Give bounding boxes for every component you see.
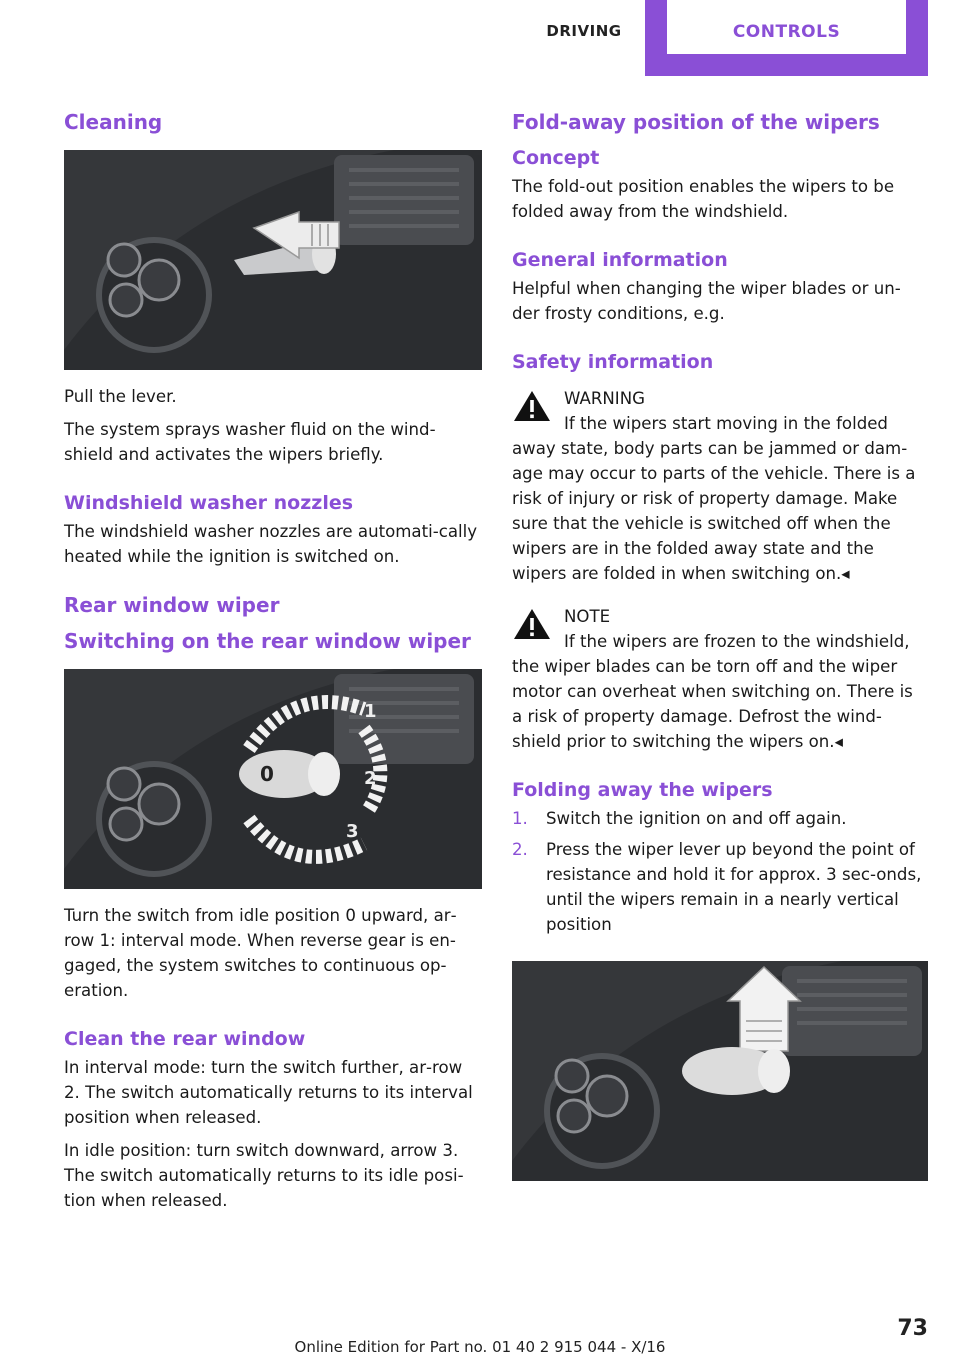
warning-text-rest: away state, body parts can be jammed or dam‐age may occur to parts of the vehicle. There is a risk of injury or risk of property damage. Make sure that the vehicle is switched off when the wipers are in the folded away state and the wipers are folded in when switching on.◂ (512, 439, 916, 583)
header-section: DRIVING (546, 22, 622, 40)
rear-wiper-text: Turn the switch from idle position 0 upward, ar‐row 1: interval mode. When reverse gear is en‐gaged, the system switches to continuous op‐eration. (64, 906, 457, 1000)
folding-steps-list (512, 806, 928, 937)
position-label-0: 0 (260, 762, 274, 786)
footer-edition: Online Edition for Part no. 01 40 2 915 044 - X/16 (294, 1338, 666, 1356)
step-text: Switch the ignition on and off again. (546, 809, 847, 828)
right-column (512, 108, 928, 1195)
wiper-lever-up-photo (512, 961, 928, 1181)
concept-heading: Concept (512, 147, 600, 169)
arrow-label-2: 2 (364, 768, 377, 789)
folding-away-heading: Folding away the wipers (512, 779, 773, 801)
note-text-first: If the wipers are frozen to the windshield, (564, 632, 910, 651)
fold-away-heading: Fold-away position of the wipers (512, 110, 880, 134)
lever-pull-photo (64, 150, 482, 370)
nozzles-text: The windshield washer nozzles are automati‐cally heated while the ignition is switched on. (64, 522, 478, 566)
general-info-heading: General information (512, 249, 728, 271)
nozzles-heading: Windshield washer nozzles (64, 492, 354, 514)
left-column (64, 108, 482, 1213)
clean-rear-text-1: In interval mode: turn the switch further, ar‐row 2. The switch automatically returns to its interval position when released. (64, 1058, 473, 1127)
rear-wiper-subheading: Switching on the rear window wiper (64, 629, 471, 653)
note-block (512, 604, 928, 754)
arrow-label-3: 3 (346, 821, 359, 842)
safety-info-heading: Safety information (512, 351, 714, 373)
concept-text: The fold-out position enables the wipers to be folded away from the windshield. (512, 177, 895, 221)
step-number: 1. (512, 809, 528, 828)
clean-rear-heading: Clean the rear window (64, 1028, 306, 1050)
note-triangle-icon (512, 606, 552, 642)
header-chapter: CONTROLS (667, 0, 906, 54)
step-text: Press the wiper lever up beyond the point of resistance and hold it for approx. 3 sec‐onds, until the wipers remain in a nearly vertical position (546, 840, 922, 934)
warning-triangle-icon (512, 388, 552, 424)
page-number: 73 (897, 1316, 928, 1341)
cleaning-text-1: Pull the lever. (64, 387, 177, 406)
rear-wiper-switch-photo (64, 669, 482, 889)
warning-block (512, 386, 928, 586)
note-label: NOTE (564, 607, 611, 626)
rear-wiper-heading: Rear window wiper (64, 593, 280, 617)
step-number: 2. (512, 840, 528, 859)
note-text-rest: the wiper blades can be torn off and the wiper motor can overheat when switching on. There is a risk of property damage. Defrost the wind‐shield prior to switching the wipers on.◂ (512, 657, 913, 751)
warning-text-first: If the wipers start moving in the folded (564, 414, 888, 433)
arrow-label-1: 1 (364, 701, 377, 722)
warning-label: WARNING (564, 389, 645, 408)
list-item (512, 837, 928, 937)
general-info-text: Helpful when changing the wiper blades or un‐der frosty conditions, e.g. (512, 279, 901, 323)
cleaning-heading: Cleaning (64, 110, 163, 134)
list-item (512, 806, 928, 831)
cleaning-text-2: The system sprays washer fluid on the wind‐shield and activates the wipers briefly. (64, 420, 436, 464)
clean-rear-text-2: In idle position: turn switch downward, arrow 3. The switch automatically returns to its idle posi‐tion when released. (64, 1141, 464, 1210)
